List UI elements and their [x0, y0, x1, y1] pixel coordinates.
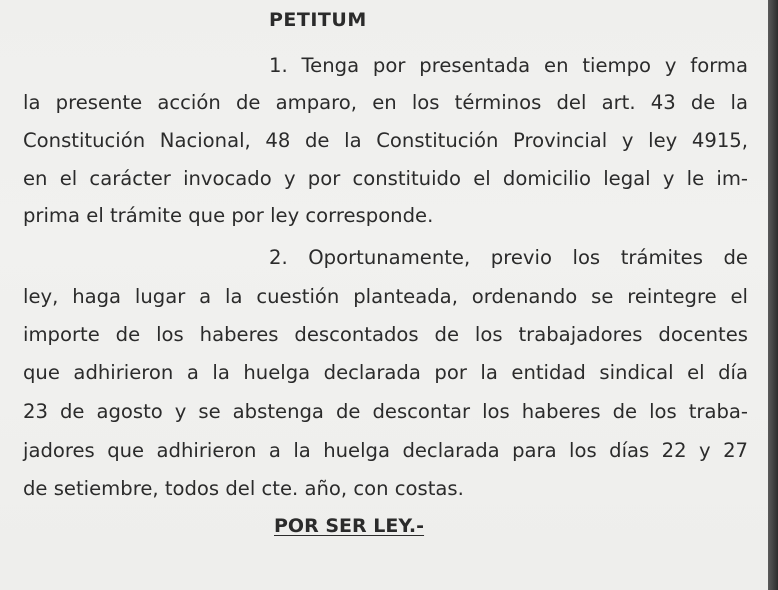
paragraph-2-line-7: de setiembre, todos del cte. año, con costas. — [23, 477, 464, 500]
closing-statement: POR SER LEY.- — [274, 515, 425, 537]
paragraph-2-line-2: ley, haga lugar a la cuestión planteada, ordenando se reintegre el — [23, 285, 748, 308]
paragraph-1-line-5: prima el trámite que por ley corresponde. — [23, 204, 434, 227]
paragraph-1-line-3: Constitución Nacional, 48 de la Constitución Provincial y ley 4915, — [23, 129, 748, 152]
background-edge — [768, 0, 778, 590]
paragraph-2-line-1: 2. Oportunamente, previo los trámites de — [269, 246, 748, 269]
document-title: PETITUM — [269, 9, 367, 31]
paragraph-2-line-4: que adhirieron a la huelga declarada por la entidad sindical el día — [23, 361, 748, 384]
paragraph-1-line-4: en el carácter invocado y por constituido el domicilio legal y le im- — [23, 167, 748, 190]
paragraph-1-line-1: 1. Tenga por presentada en tiempo y forma — [269, 54, 748, 77]
paragraph-2-line-6: jadores que adhirieron a la huelga declarada para los días 22 y 27 — [23, 439, 748, 462]
paragraph-2-line-5: 23 de agosto y se abstenga de descontar los haberes de los traba- — [23, 400, 748, 423]
paragraph-2-line-3: importe de los haberes descontados de los trabajadores docentes — [23, 323, 748, 346]
paragraph-1-line-2: la presente acción de amparo, en los términos del art. 43 de la — [23, 91, 748, 114]
